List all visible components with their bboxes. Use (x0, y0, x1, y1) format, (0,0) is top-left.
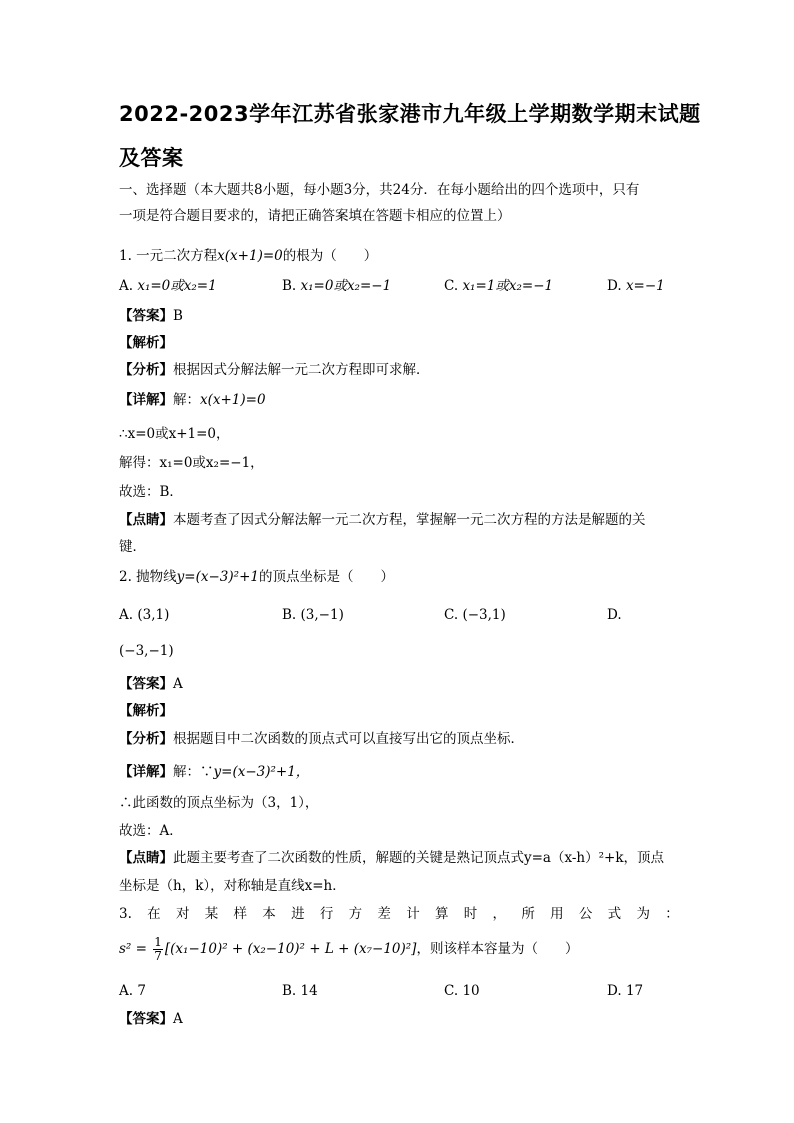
q2-option-b: B. (3,−1) (282, 607, 344, 623)
q3-answer: 【答案】A (119, 1011, 183, 1027)
q3-stem-char: 在 (147, 906, 161, 922)
doc-title-line2: 及答案 (119, 146, 184, 170)
q3-stem-char: 用 (550, 906, 564, 922)
section-intro-line1: 一、选择题（本大题共8小题，每小题3分，共24分．在每小题给出的四个选项中，只有 (119, 182, 640, 198)
q3-stem-char: 计 (406, 906, 420, 922)
q3-option-a: A. 7 (119, 983, 146, 999)
q3-formula-rhs: [(x₁−10)² + (x₂−10)² + L + (x₇−10)²] (164, 941, 417, 957)
q3-stem-char: 进 (291, 906, 305, 922)
q2-xiangjie: 【详解】解：∵y=(x−3)²+1， (119, 764, 310, 780)
q3-stem-char: 公 (578, 906, 593, 922)
q2-step1: ∴此函数的顶点坐标为（3，1）， (119, 795, 319, 811)
q1-step2: 解得：x₁=0或x₂=−1， (119, 455, 264, 471)
q1-step3: 故选：B． (119, 484, 183, 500)
q2-dianjing: 【点睛】此题主要考查了二次函数的性质，解题的关键是熟记顶点式y=a（x-h）²+k，顶点 (119, 850, 665, 866)
doc-title-line1: 2022-2023学年江苏省张家港市九年级上学期数学期末试题 (119, 102, 701, 126)
q1-stem-suffix: 的根为（ ） (282, 248, 378, 264)
q1-option-c: C. x₁=1或x₂=−1 (444, 278, 554, 294)
q1-stem (119, 246, 377, 266)
q3-option-c: C. 10 (444, 983, 480, 999)
q3-stem-char: 本 (262, 906, 276, 922)
q1-step1: ∴x=0或x+1=0， (119, 426, 230, 442)
q3-stem-char: 时 (463, 906, 478, 922)
q2-dianjing-line2: 坐标是（h，k），对称轴是直线x=h． (119, 878, 346, 894)
q3-stem-char: 算 (434, 906, 449, 922)
q2-option-c: C. (−3,1) (444, 607, 506, 623)
q3-stem-char: 3. (119, 906, 132, 922)
q2-stem: 2. 抛物线y=(x−3)²+1的顶点坐标是（ ） (119, 569, 394, 585)
q3-formula-lhs: s² = (119, 941, 147, 957)
q2-step2: 故选：A． (119, 823, 183, 839)
q1-dianjing: 【点睛】本题考查了因式分解法解一元二次方程，掌握解一元二次方程的方法是解题的关 (119, 512, 646, 528)
q3-stem-suffix: ，则该样本容量为（ ） (416, 941, 579, 957)
q3-stem-char: 差 (377, 906, 391, 922)
q3-stem-char: 方 (348, 906, 363, 922)
q3-stem-char: 为 (636, 906, 650, 922)
q3-stem-char: 行 (319, 906, 334, 922)
q1-option-b: B. x₁=0或x₂=−1 (282, 278, 392, 294)
section-intro-line2: 一项是符合题目要求的，请把正确答案填在答题卡相应的位置上） (119, 208, 511, 224)
q1-xiangjie: 【详解】解：x(x+1)=0 (119, 392, 266, 408)
q3-option-d: D. 17 (607, 983, 644, 999)
q1-option-a: A. x₁=0或x₂=1 (119, 278, 217, 294)
q2-stem-equation: y=(x−3)²+1 (176, 569, 259, 585)
q3-formula (119, 934, 578, 964)
q1-fenxi: 【分析】根据因式分解法解一元二次方程即可求解． (119, 362, 430, 378)
q1-stem-prefix: 1. 一元二次方程 (119, 248, 218, 264)
q1-stem-equation: x(x+1)=0 (217, 248, 283, 264)
q1-answer: 【答案】B (119, 308, 183, 324)
q3-option-b: B. 14 (282, 983, 318, 999)
q3-stem-char: ： (665, 906, 679, 922)
q3-fraction: $\frac{1}{7}$ (154, 935, 162, 963)
q3-stem-char: 式 (607, 906, 622, 922)
q2-option-d-label: D. (607, 607, 622, 623)
q2-option-d-text: (−3,−1) (119, 643, 174, 659)
q2-fenxi: 【分析】根据题目中二次函数的顶点式可以直接写出它的顶点坐标． (119, 731, 524, 747)
q3-stem-char: 对 (175, 906, 190, 922)
q1-analysis-heading: 【解析】 (119, 335, 173, 351)
q3-stem-char: ， (492, 906, 507, 922)
q1-dianjing-line2: 键． (119, 539, 146, 555)
q2-analysis-heading: 【解析】 (119, 703, 173, 719)
q3-stem-char: 样 (233, 906, 248, 922)
q3-stem-char: 某 (204, 906, 219, 922)
q2-option-a: A. (3,1) (119, 607, 170, 623)
q2-answer: 【答案】A (119, 676, 183, 692)
q3-stem (119, 904, 679, 924)
q1-option-d: D. x=−1 (607, 278, 665, 294)
q3-stem-char: 所 (521, 906, 535, 922)
